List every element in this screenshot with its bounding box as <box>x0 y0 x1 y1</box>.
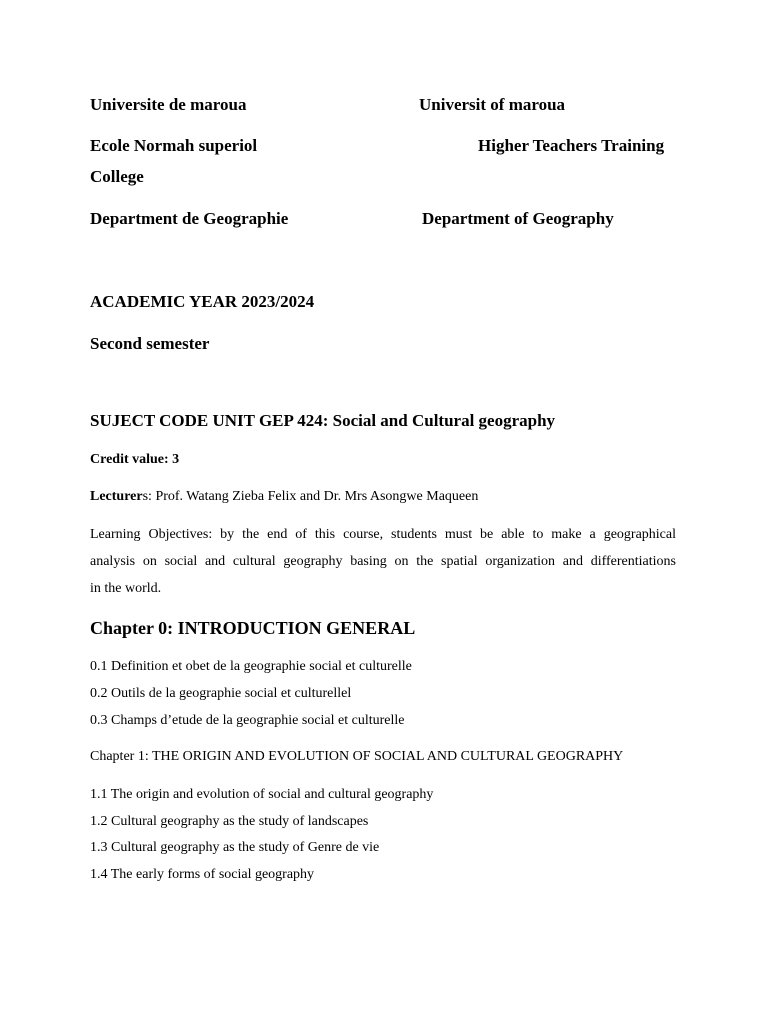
list-item: 1.2 Cultural geography as the study of landscapes <box>90 814 369 829</box>
chapter-0-heading: Chapter 0: INTRODUCTION GENERAL <box>90 618 416 638</box>
list-item: 0.2 Outils de la geographie social et culturellel <box>90 686 352 701</box>
academic-year: ACADEMIC YEAR 2023/2024 <box>90 292 315 311</box>
en-school-name-line2: College <box>90 167 144 186</box>
list-item: 1.1 The origin and evolution of social and cultural geography <box>90 787 434 802</box>
fr-school-name: Ecole Normah superiol <box>90 136 258 155</box>
en-school-name-line1: Higher Teachers Training <box>478 136 665 155</box>
lecturers <box>90 490 478 504</box>
lecturers-label: Lecturer <box>90 489 143 504</box>
course-title: SUJECT CODE UNIT GEP 424: Social and Cultural geography <box>90 411 556 430</box>
chapter-1-heading: Chapter 1: THE ORIGIN AND EVOLUTION OF SOCIAL AND CULTURAL GEOGRAPHY <box>90 749 624 764</box>
list-item: 0.1 Definition et obet de la geographie social et culturelle <box>90 659 412 674</box>
credit-value: Credit value: 3 <box>90 452 180 467</box>
en-university-name: Universit of maroua <box>419 95 566 114</box>
objectives-line-2: analysis on social and cultural geography basing on the spatial organization and differentiations <box>90 554 676 569</box>
list-item: 1.4 The early forms of social geography <box>90 867 315 882</box>
objectives-line-1: Learning Objectives: by the end of this course, students must be able to make a geographical <box>90 527 676 542</box>
fr-department-name: Department de Geographie <box>90 209 289 228</box>
lecturers-names: s: Prof. Watang Zieba Felix and Dr. Mrs Asongwe Maqueen <box>142 489 479 504</box>
semester: Second semester <box>90 334 210 353</box>
en-department-name: Department of Geography <box>422 209 614 228</box>
fr-university-name: Universite de maroua <box>90 95 247 114</box>
list-item: 0.3 Champs d’etude de la geographie social et culturelle <box>90 713 405 728</box>
list-item: 1.3 Cultural geography as the study of Genre de vie <box>90 840 380 855</box>
objectives-line-3: in the world. <box>90 581 162 596</box>
